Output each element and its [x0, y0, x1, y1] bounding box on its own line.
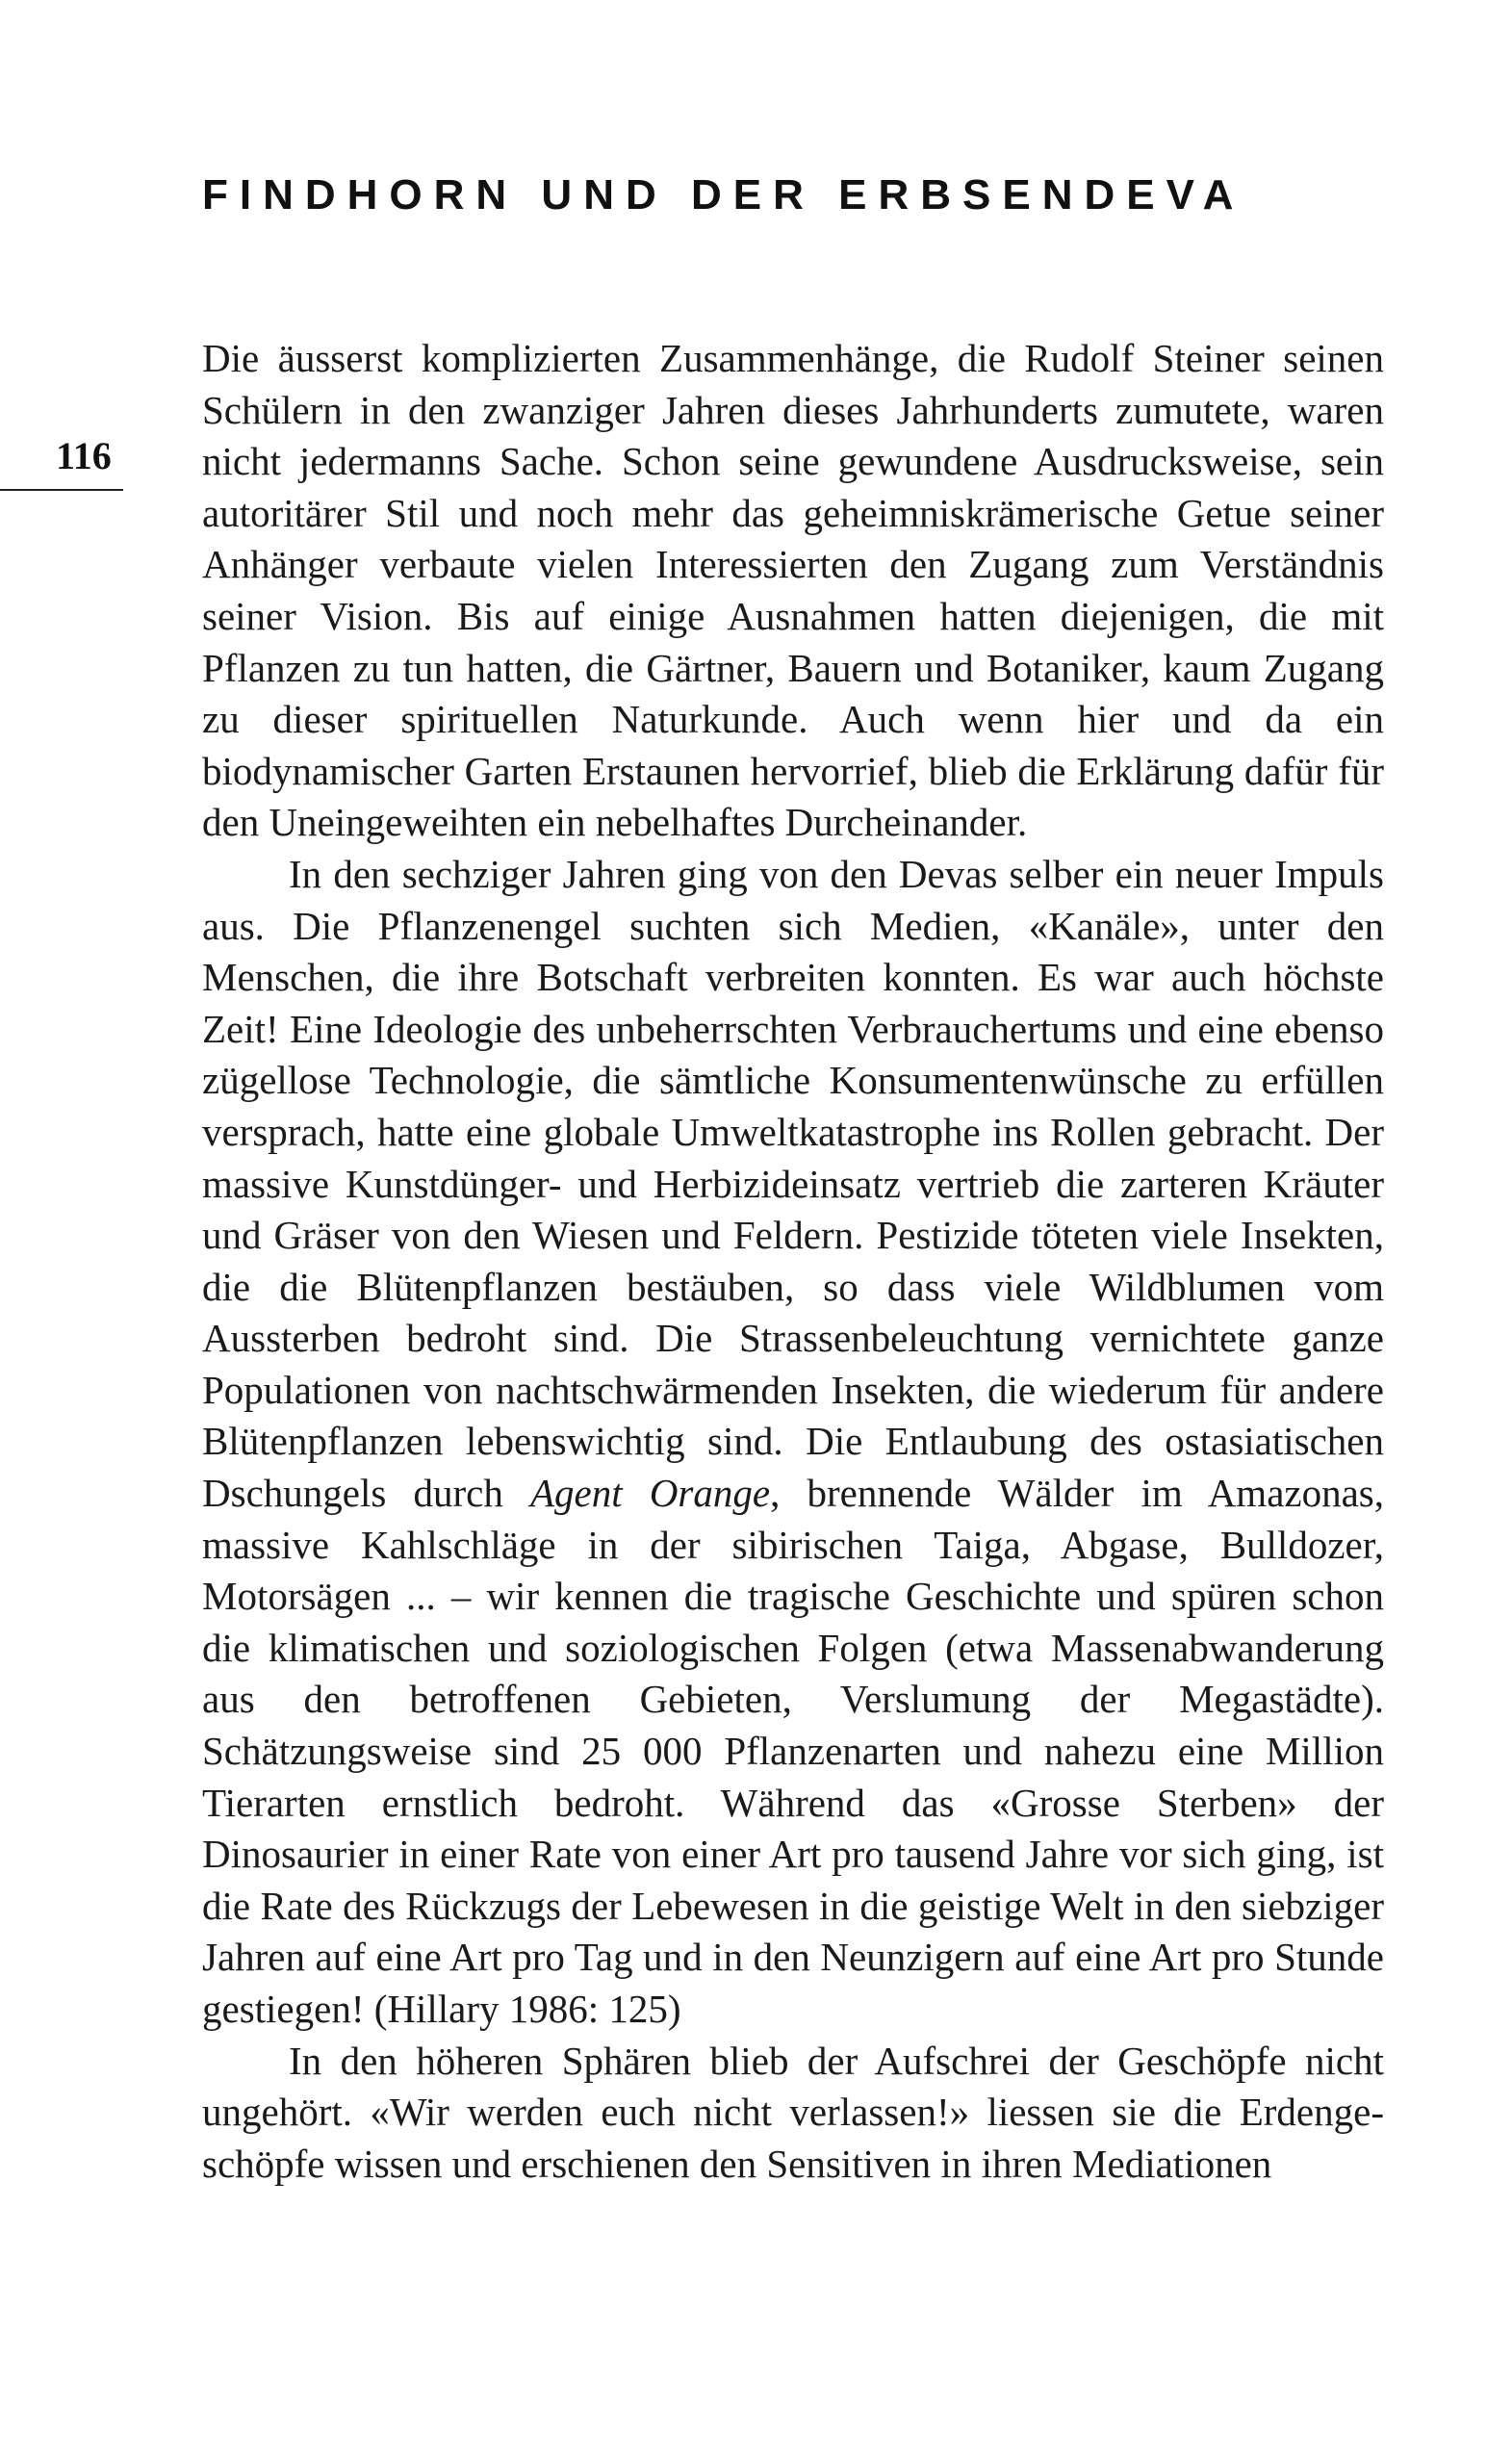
- paragraph-2-italic: Agent Orange: [530, 1471, 771, 1516]
- page-number-rule: [0, 489, 123, 491]
- page-number: 116: [56, 434, 112, 477]
- paragraph-2-part-1: In den sechziger Jahren ging von den Devas selber ein neuer Impuls aus. Die Pflanzenengel suchten sich Medien, «Kanäle», unter den Menschen, die ihre Botschaft verbreiten konnten. Es war auch höchste Zeit! Eine Ideologie des unbeherrschten Verbrauchertums und eine ebenso zügellose Technologie, die sämtliche Konsumentenwünsche zu erfüllen versprach, hatte eine globale Umweltkatastrophe ins Rollen gebracht. Der massive Kunstdünger- und Herbizideinsatz vertrieb die zarteren Kräuter und Gräser von den Wiesen und Feldern. Pestizide töteten viele Insekten, die die Blütenpflanzen bestäuben, so dass viele Wildblumen vom Aussterben bedroht sind. Die Strassenbeleuchtung vernichtete ganze Populationen von nachtschwärmenden Insekten, die wiederum für andere Blütenpflanzen lebenswichtig sind. Die Entlaubung des ostasiatischen Dschungels durch: [202, 851, 1384, 1516]
- paragraph-2: [202, 849, 1384, 2036]
- body-text: [202, 333, 1384, 2190]
- paragraph-1: Die äusserst komplizierten Zusammenhänge, die Rudolf Steiner seinen Schülern in den zwanziger Jahren dieses Jahrhunderts zumutete, waren nicht jedermanns Sache. Schon seine gewundene Ausdrucksweise, sein autoritärer Stil und noch mehr das geheimniskrämerische Getue seiner Anhänger verbaute vielen Interessierten den Zugang zum Verständnis seiner Vision. Bis auf einige Ausnahmen hatten diejenigen, die mit Pflanzen zu tun hatten, die Gärtner, Bauern und Botaniker, kaum Zugang zu dieser spirituellen Naturkunde. Auch wenn hier und da ein biodynamischer Garten Erstaunen hervorrief, blieb die Erklärung dafür für den Uneingeweihten ein nebelhaftes Durcheinander.: [202, 336, 1384, 845]
- paragraph-3: In den höheren Sphären blieb der Aufschrei der Geschöpfe nicht ungehört. «Wir werden euch nicht verlassen!» liessen sie die Erdengeschöpfe wissen und erschienen den Sensitiven in ihren Mediationen: [202, 2038, 1384, 2186]
- paragraph-2-part-2: , brennende Wälder im Amazonas, massive Kahlschläge in der sibirischen Taiga, Abgase, Bulldozer, Motorsägen ... – wir kennen die tragische Geschichte und spüren schon die klimatischen und soziologischen Folgen (etwa Massenabwanderung aus den betroffenen Gebieten, Verslumung der Megastädte). Schätzungsweise sind 25 000 Pflanzenarten und nahezu eine Million Tierarten ernstlich bedroht. Während das «Grosse Sterben» der Dinosaurier in einer Rate von einer Art pro tausend Jahre vor sich ging, ist die Rate des Rückzugs der Lebewesen in die geistige Welt in den siebziger Jahren auf eine Art pro Tag und in den Neunzigern auf eine Art pro Stunde gestiegen! (Hillary 1986: 125): [202, 1471, 1384, 2031]
- chapter-title: FINDHORN UND DER ERBSENDEVA: [202, 171, 1245, 218]
